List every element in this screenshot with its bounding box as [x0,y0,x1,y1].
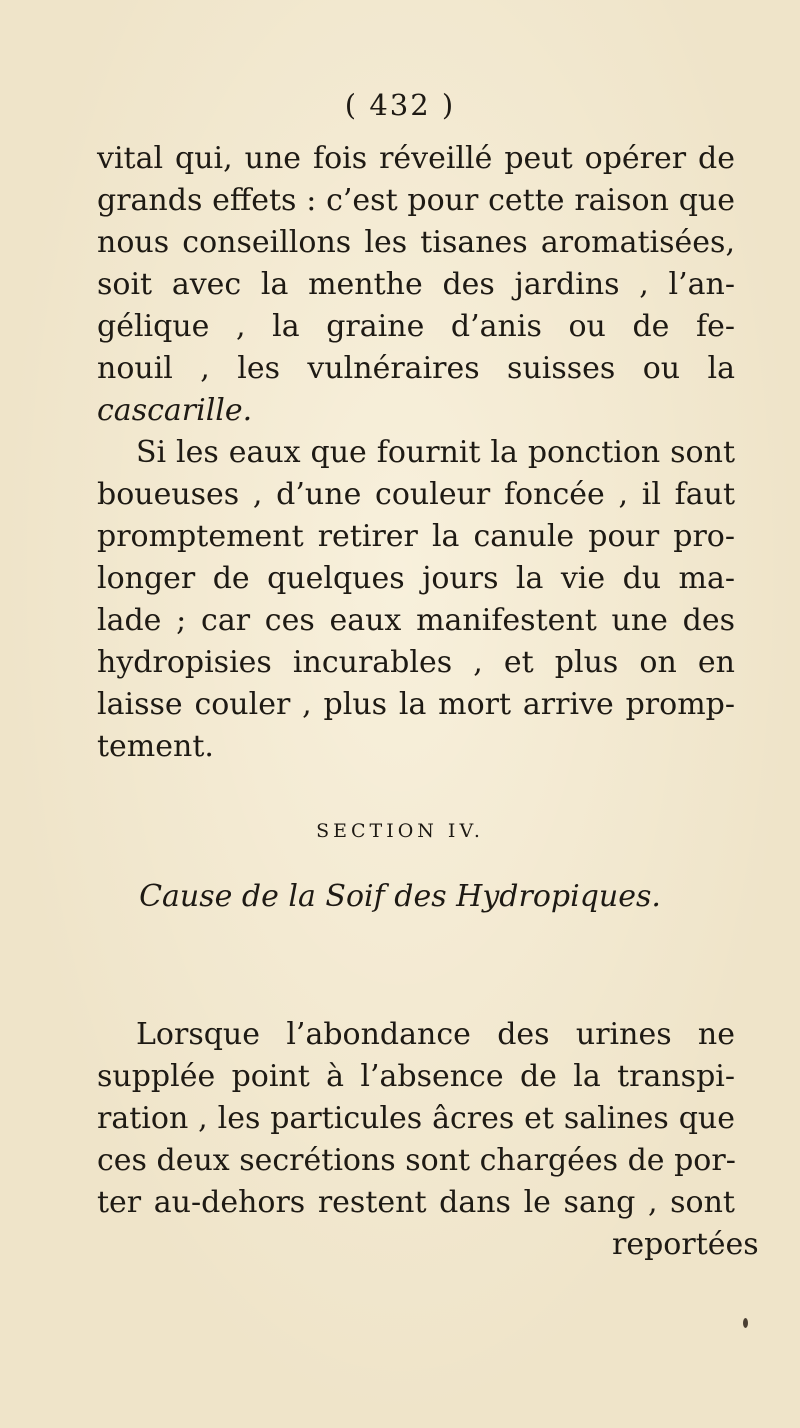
text-line: Si les eaux que fournit la ponction sont [136,435,735,470]
text-line: nouil , les vulnéraires suisses ou la [97,351,735,386]
text-line: ces deux secrétions sont chargées de por- [97,1143,736,1178]
text-line: longer de quelques jours la vie du ma- [97,561,735,596]
text-line: soit avec la menthe des jardins , l’an- [97,267,735,302]
text-line: nous conseillons les tisanes aromatisées, [97,225,735,260]
text-line: promptement retirer la canule pour pro- [97,519,735,554]
text-line: boueuses , d’une couleur foncée , il faut [97,477,735,512]
text-line: grands effets : c’est pour cette raison que [97,183,735,218]
text-line: laisse couler , plus la mort arrive promp- [97,687,735,722]
text-line: supplée point à l’absence de la transpi- [97,1059,735,1094]
page-number: ( 432 ) [344,88,456,122]
section-heading: SECTION IV. [316,820,484,842]
text-line: hydropisies incurables , et plus on en [97,645,735,680]
text-line: tement. [97,729,214,764]
section-title: Cause de la Soif des Hydropiques. [139,879,661,914]
text-line: vital qui, une fois réveillé peut opérer de [97,141,735,176]
text-line: ration , les particules âcres et salines que [97,1101,735,1136]
text-line: ter au-dehors restent dans le sang , sont [97,1185,735,1220]
text-line: cascarille. [97,393,253,428]
text-line: gélique , la graine d’anis ou de fe- [97,309,735,344]
text-line: Lorsque l’abondance des urines ne [136,1017,735,1052]
ink-speck [743,1318,748,1328]
catchword: reportées [612,1227,759,1262]
text-line: lade ; car ces eaux manifestent une des [97,603,735,638]
